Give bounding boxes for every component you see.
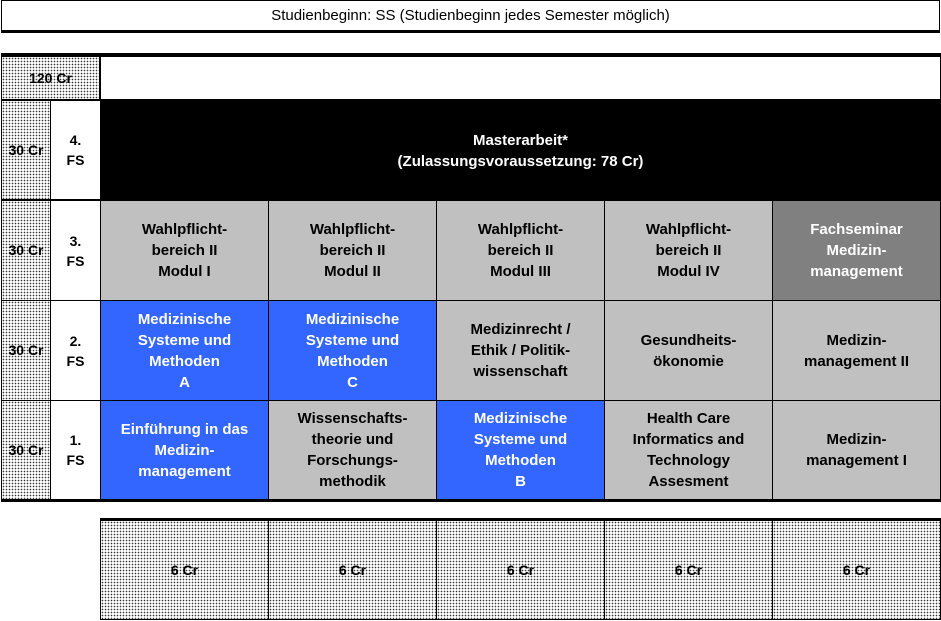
total-credits-empty-cell	[100, 56, 941, 100]
grid-bottom-divider	[1, 499, 941, 502]
column-5-credits	[772, 520, 941, 620]
module-medizinmanagement-1-label: Medizin- management I	[806, 431, 907, 469]
total-credits-cell	[1, 56, 100, 100]
module-medizinrecht-label: Medizinrecht / Ethik / Politik- wissenschaft	[470, 321, 571, 380]
module-med-systeme-a-label: Medizinische Systeme und Methoden A	[137, 310, 232, 391]
study-start-text: Studienbeginn: SS (Studienbeginn jedes Semester möglich)	[271, 7, 670, 24]
semester-4-credits-label: 30 Cr	[8, 141, 44, 158]
semester-1-credits-label: 30 Cr	[8, 441, 44, 458]
semester-2-credits-label: 30 Cr	[8, 342, 44, 358]
module-med-systeme-c	[268, 300, 437, 401]
module-masterarbeit	[100, 100, 941, 201]
semester-1-fs-label: 1. FS	[66, 432, 85, 468]
study-start-header	[1, 0, 940, 33]
module-gesundheitsoekonomie	[604, 300, 773, 401]
module-wahlpflicht-modul-2	[268, 200, 437, 301]
column-1-credits	[100, 520, 269, 620]
module-wahlpflicht-modul-2-label: Wahlpflicht- bereich II Modul II	[309, 221, 396, 280]
module-wahlpflicht-modul-1	[100, 200, 269, 301]
semester-1-credits	[1, 400, 51, 500]
module-masterarbeit-label: Masterarbeit* (Zulassungsvoraussetzung: 78 Cr)	[397, 131, 644, 170]
module-wissenschaftstheorie-label: Wissenschafts- theorie und Forschungs- methodik	[297, 410, 408, 490]
module-einfuehrung	[100, 400, 269, 500]
module-medizinmanagement-1	[772, 400, 941, 500]
module-gesundheitsoekonomie-label: Gesundheits- ökonomie	[640, 331, 737, 370]
semester-3-fs-label: 3. FS	[66, 232, 85, 269]
module-wissenschaftstheorie	[268, 400, 437, 500]
column-4-credits-label: 6 Cr	[674, 561, 703, 578]
column-5-credits-label: 6 Cr	[842, 561, 871, 578]
semester-1-fs	[50, 400, 101, 500]
module-health-care-informatics-label: Health Care Informatics and Technology Assesment	[632, 410, 745, 490]
module-wahlpflicht-modul-1-label: Wahlpflicht- bereich II Modul I	[141, 221, 228, 280]
column-3-credits-label: 6 Cr	[506, 561, 535, 578]
module-med-systeme-b	[436, 400, 605, 500]
column-1-credits-label: 6 Cr	[170, 561, 199, 578]
semester-3-credits	[1, 200, 51, 301]
column-4-credits	[604, 520, 773, 620]
column-3-credits	[436, 520, 605, 620]
column-2-credits	[268, 520, 437, 620]
module-med-systeme-c-label: Medizinische Systeme und Methoden C	[305, 310, 400, 391]
semester-3-credits-label: 30 Cr	[8, 242, 44, 258]
module-fachseminar-label: Fachseminar Medizin- management	[810, 221, 903, 280]
semester-4-fs	[50, 100, 101, 200]
module-wahlpflicht-modul-4-label: Wahlpflicht- bereich II Modul IV	[645, 221, 732, 280]
module-wahlpflicht-modul-4	[604, 200, 773, 301]
semester-2-credits	[1, 300, 51, 401]
module-med-systeme-a	[100, 300, 269, 401]
module-medizinrecht	[436, 300, 605, 401]
column-2-credits-label: 6 Cr	[338, 561, 367, 578]
module-medizinmanagement-2	[772, 300, 941, 401]
module-einfuehrung-label: Einführung in das Medizin- management	[120, 420, 249, 480]
semester-4-fs-label: 4. FS	[66, 132, 85, 168]
semester-3-fs	[50, 200, 101, 301]
module-health-care-informatics	[604, 400, 773, 500]
module-wahlpflicht-modul-3-label: Wahlpflicht- bereich II Modul III	[477, 221, 564, 280]
semester-4-credits	[1, 100, 51, 200]
semester-2-fs-label: 2. FS	[66, 332, 85, 369]
module-med-systeme-b-label: Medizinische Systeme und Methoden B	[473, 410, 568, 490]
module-fachseminar	[772, 200, 941, 301]
total-credits-label: 120 Cr	[29, 69, 72, 86]
semester-2-fs	[50, 300, 101, 401]
module-medizinmanagement-2-label: Medizin- management II	[803, 331, 910, 370]
module-wahlpflicht-modul-3	[436, 200, 605, 301]
